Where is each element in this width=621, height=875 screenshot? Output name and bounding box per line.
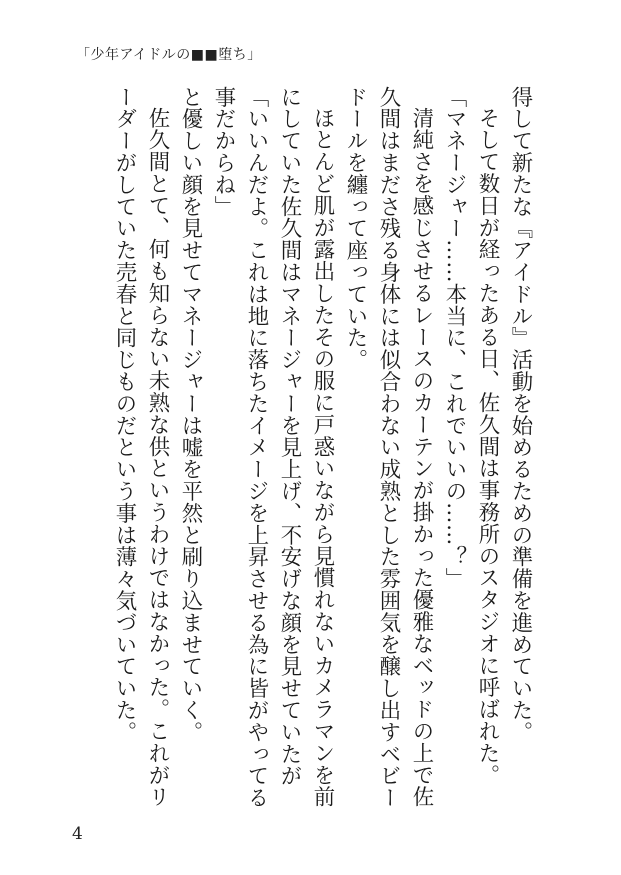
paragraph: 清純さを感じさせるレースのカーテンが掛かった優雅なベッドの上で佐久間はまださ残る身体には似合わない成熟とした雰囲気を醸し出すベビードールを纏って座っていた。 [343,86,434,809]
dialogue-line: 「いいんだよ。これは地に落ちたイメージを上昇させる為に皆がやってる事だからね」 [211,86,269,809]
vertical-body-text [108,86,537,826]
paragraph-continuation: 得して新たな『アイドル』活動を始めるための準備を進めていた。 [508,86,533,743]
paragraph: 佐久間とて、何も知らない未熟な供というわけではなかった。これがリーダーがしていた売春と同じものだという事は薄々気づいていた。 [112,86,170,809]
paragraph: ほとんど肌が露出したその服に戸惑いながら見慣れないカメラマンを前にしていた佐久間はマネージャーを見上げ、不安げな顔を見せていたが [277,86,335,809]
page-number: 4 [72,824,83,844]
running-header: 「少年アイドルの■■堕ち」 [76,47,262,63]
paragraph: そして数日が経ったある日、佐久間は事務所のスタジオに呼ばれた。 [475,107,500,787]
dialogue-line: 「マネージャー……本当に、これでいいの……？」 [442,86,467,590]
paragraph-continuation: と優しい顔を見せてマネージャーは嘘を平然と刷り込ませていく。 [178,86,203,743]
